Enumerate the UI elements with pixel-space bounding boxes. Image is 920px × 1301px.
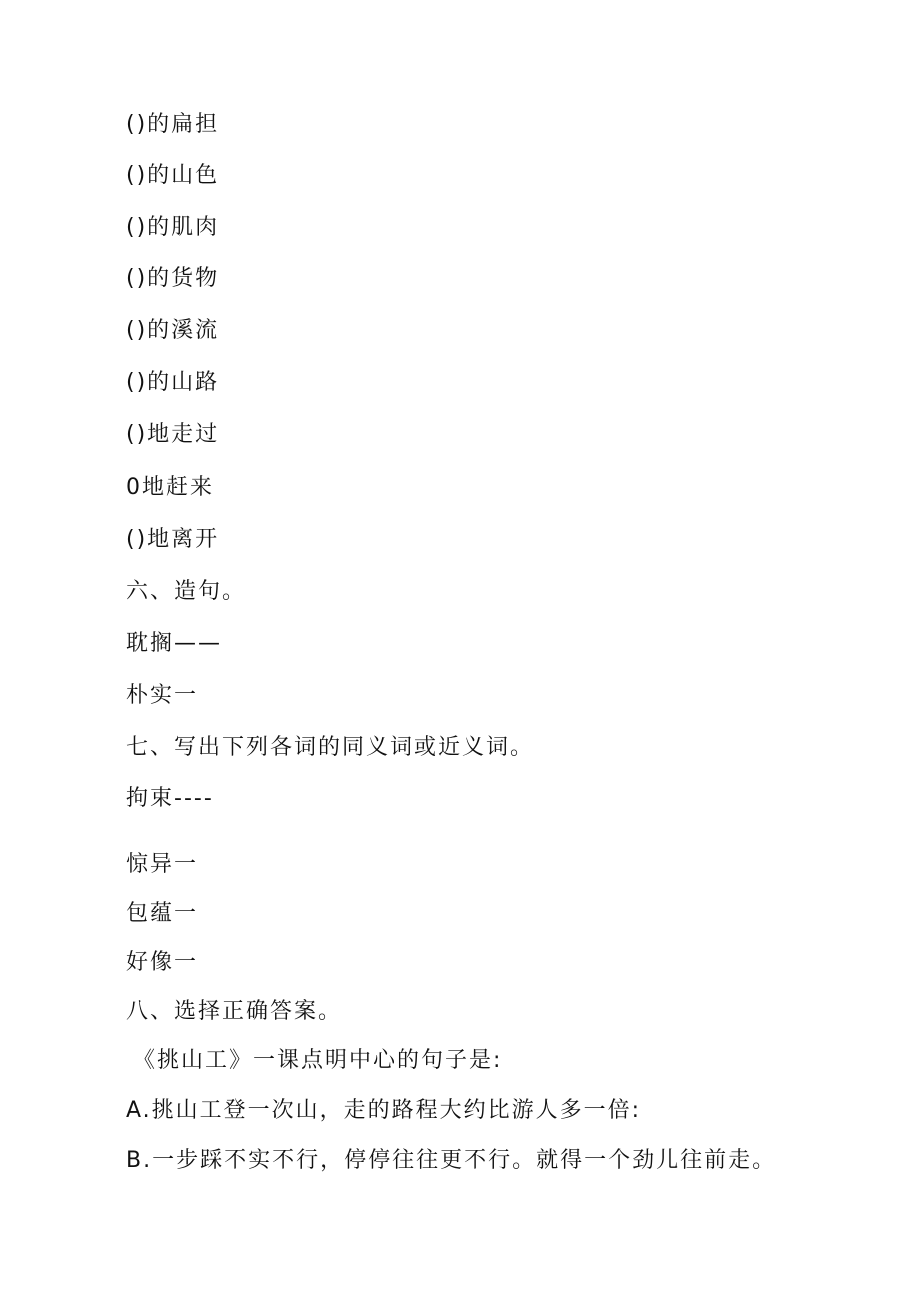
- fill-blank-item: ()的山色: [126, 163, 220, 188]
- synonym-item: 包蕴一: [126, 901, 199, 926]
- fill-blank-item: ()的货物: [126, 266, 220, 291]
- synonym-item: 好像一: [126, 950, 199, 975]
- section-heading: 八、选择正确答案。: [126, 999, 343, 1024]
- section-heading: 七、写出下列各词的同义词或近义词。: [126, 735, 535, 760]
- fill-blank-item: 0地赶来: [126, 475, 214, 500]
- sentence-item: 耽搁——: [126, 631, 223, 656]
- fill-blank-item: ()的溪流: [126, 318, 220, 343]
- sentence-item: 朴实一: [126, 683, 199, 708]
- fill-blank-item: ()地走过: [126, 422, 220, 447]
- fill-blank-item: ()的山路: [126, 370, 220, 395]
- synonym-item: 惊异一: [126, 852, 199, 877]
- answer-option-b: B.一步踩不实不行，停停往往更不行。就得一个劲儿往前走。: [126, 1148, 777, 1173]
- fill-blank-item: ()的扁担: [126, 112, 220, 137]
- synonym-item: 拘束----: [126, 786, 214, 811]
- fill-blank-item: ()的肌肉: [126, 215, 220, 240]
- answer-option-a: A.挑山工登一次山，走的路程大约比游人多一倍:: [126, 1098, 642, 1123]
- section-heading: 六、造句。: [126, 579, 247, 604]
- fill-blank-item: ()地离开: [126, 527, 220, 552]
- question-text: 《挑山工》一课点明中心的句子是:: [133, 1048, 503, 1073]
